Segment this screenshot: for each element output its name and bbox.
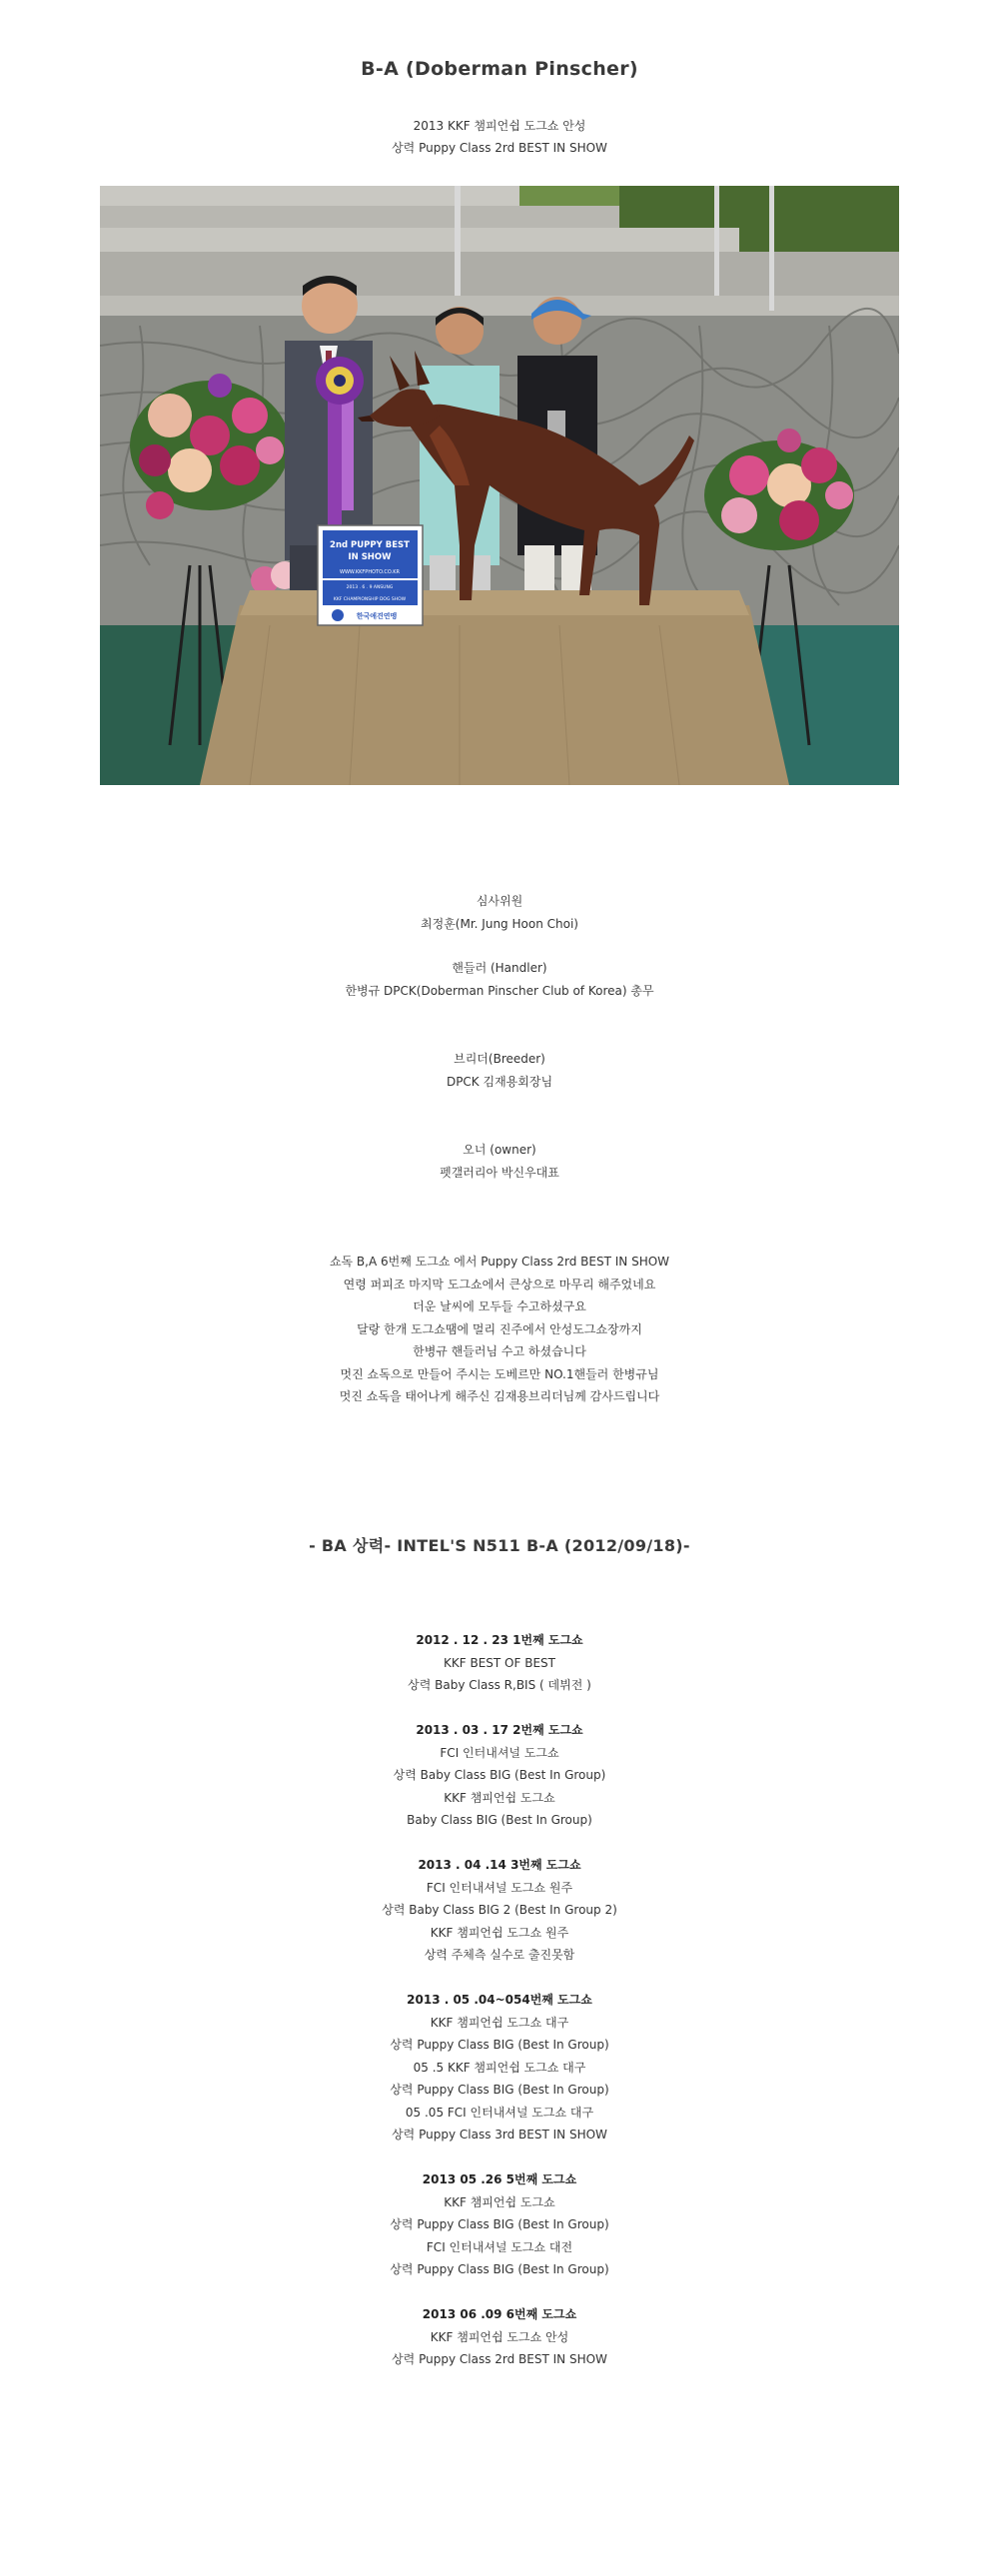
record-line: 05 .05 FCI 인터내셔널 도그쇼 대구 bbox=[405, 2105, 594, 2120]
show-records bbox=[0, 1629, 999, 2393]
record-line: Baby Class BIG (Best In Group) bbox=[407, 1813, 592, 1827]
story-line: 멋진 쇼독을 태어나게 해주신 김재용브리더님께 감사드립니다 bbox=[339, 1389, 660, 1403]
record-line: KKF BEST OF BEST bbox=[444, 1655, 555, 1670]
subtitle bbox=[0, 115, 999, 159]
dog-show-photo bbox=[100, 186, 899, 785]
record-line: KKF 챔피언쉽 도그쇼 대구 bbox=[430, 2015, 569, 2030]
record-heading: 2013 05 .26 5번째 도그쇼 bbox=[422, 2172, 577, 2186]
sign-line1: 2nd PUPPY BEST bbox=[330, 540, 410, 550]
judge-name: 최정훈(Mr. Jung Hoon Choi) bbox=[421, 916, 578, 931]
record-heading: 2013 . 04 .14 3번째 도그쇼 bbox=[418, 1858, 581, 1872]
record-line: 상력 Puppy Class 2rd BEST IN SHOW bbox=[392, 2352, 607, 2366]
handler-label: 핸들러 (Handler) bbox=[452, 961, 547, 975]
sign-org: 한국애견연맹 bbox=[356, 612, 398, 620]
owner-info bbox=[0, 1139, 999, 1184]
record-line: 상력 주체측 실수로 출진못함 bbox=[424, 1948, 575, 1962]
subtitle-line: 2013 KKF 챔피언쉽 도그쇼 안성 bbox=[413, 119, 586, 133]
story-line: 멋진 쇼독으로 만들어 주시는 도베르만 NO.1핸들러 한병규님 bbox=[340, 1366, 659, 1381]
record-line: KKF 챔피언쉽 도그쇼 원주 bbox=[430, 1925, 569, 1940]
handler-info bbox=[0, 957, 999, 1002]
dog-show-illustration bbox=[100, 186, 899, 785]
section-title: - BA 상력- INTEL'S N511 B-A (2012/09/18)- bbox=[309, 1536, 690, 1555]
record-group bbox=[0, 1989, 999, 2147]
handler-name: 한병규 DPCK(Doberman Pinscher Club of Korea) 총무 bbox=[345, 983, 654, 998]
record-line: 상력 Baby Class BIG 2 (Best In Group 2) bbox=[382, 1903, 617, 1917]
subtitle-line: 상력 Puppy Class 2rd BEST IN SHOW bbox=[392, 141, 607, 155]
record-group bbox=[0, 1854, 999, 1967]
story-line: 더운 날씨에 모두들 수고하셨구요 bbox=[413, 1299, 586, 1313]
record-line: FCI 인터내셔널 도그쇼 대전 bbox=[426, 2239, 573, 2254]
record-line: 상력 Puppy Class BIG (Best In Group) bbox=[390, 2083, 609, 2097]
record-line: 05 .5 KKF 챔피언쉽 도그쇼 대구 bbox=[413, 2060, 586, 2075]
record-heading: 2013 06 .09 6번째 도그쇼 bbox=[422, 2307, 577, 2321]
record-line: FCI 인터내셔널 도그쇼 bbox=[440, 1745, 559, 1760]
judge-label: 심사위원 bbox=[476, 894, 523, 908]
record-line: 상력 Puppy Class BIG (Best In Group) bbox=[390, 2217, 609, 2231]
record-line: 상력 Baby Class BIG (Best In Group) bbox=[393, 1768, 606, 1782]
story-line: 달랑 한개 도그쇼땜에 멀리 진주에서 안성도그쇼장까지 bbox=[357, 1321, 642, 1336]
judge-info bbox=[0, 890, 999, 935]
record-heading: 2012 . 12 . 23 1번째 도그쇼 bbox=[416, 1633, 583, 1647]
story-line: 한병규 핸들러님 수고 하셨습니다 bbox=[413, 1344, 586, 1358]
breeder-label: 브리더(Breeder) bbox=[454, 1052, 545, 1066]
sign-date: 2013 . 6 . 9 ANSUNG bbox=[346, 585, 394, 590]
owner-label: 오너 (owner) bbox=[463, 1143, 536, 1157]
record-line: KKF 챔피언쉽 도그쇼 bbox=[444, 2194, 555, 2209]
record-heading: 2013 . 03 . 17 2번째 도그쇼 bbox=[416, 1723, 583, 1737]
sign-url: WWW.KKFPHOTO.CO.KR bbox=[340, 569, 400, 575]
story-line: 연령 퍼피조 마지막 도그쇼에서 큰상으로 마무리 해주었네요 bbox=[343, 1277, 656, 1291]
record-line: FCI 인터내셔널 도그쇼 원주 bbox=[426, 1880, 573, 1895]
breeder-info bbox=[0, 1048, 999, 1093]
record-group bbox=[0, 1719, 999, 1832]
story-text bbox=[0, 1251, 999, 1408]
record-line: 상력 Puppy Class 3rd BEST IN SHOW bbox=[392, 2128, 607, 2142]
record-line: KKF 챔피언쉽 도그쇼 안성 bbox=[430, 2329, 569, 2344]
record-heading: 2013 . 05 .04~054번째 도그쇼 bbox=[407, 1993, 592, 2007]
sign-line2: IN SHOW bbox=[348, 552, 392, 562]
story-line: 쇼독 B,A 6번째 도그쇼 에서 Puppy Class 2rd BEST IN SHOW bbox=[329, 1255, 670, 1269]
sign-event: KKF CHAMPIONSHIP DOG SHOW bbox=[333, 597, 407, 602]
record-line: 상력 Puppy Class BIG (Best In Group) bbox=[390, 2038, 609, 2052]
record-group bbox=[0, 2303, 999, 2371]
owner-name: 펫갤러리아 박신우대표 bbox=[440, 1165, 559, 1180]
page-title: B-A (Doberman Pinscher) bbox=[361, 58, 638, 80]
record-line: 상력 Puppy Class BIG (Best In Group) bbox=[390, 2262, 609, 2276]
breeder-name: DPCK 김재용회장님 bbox=[446, 1074, 553, 1089]
record-line: 상력 Baby Class R,BIS ( 데뷔전 ) bbox=[408, 1678, 591, 1692]
record-line: KKF 챔피언쉽 도그쇼 bbox=[444, 1790, 555, 1805]
record-group bbox=[0, 2168, 999, 2281]
record-group bbox=[0, 1629, 999, 1697]
